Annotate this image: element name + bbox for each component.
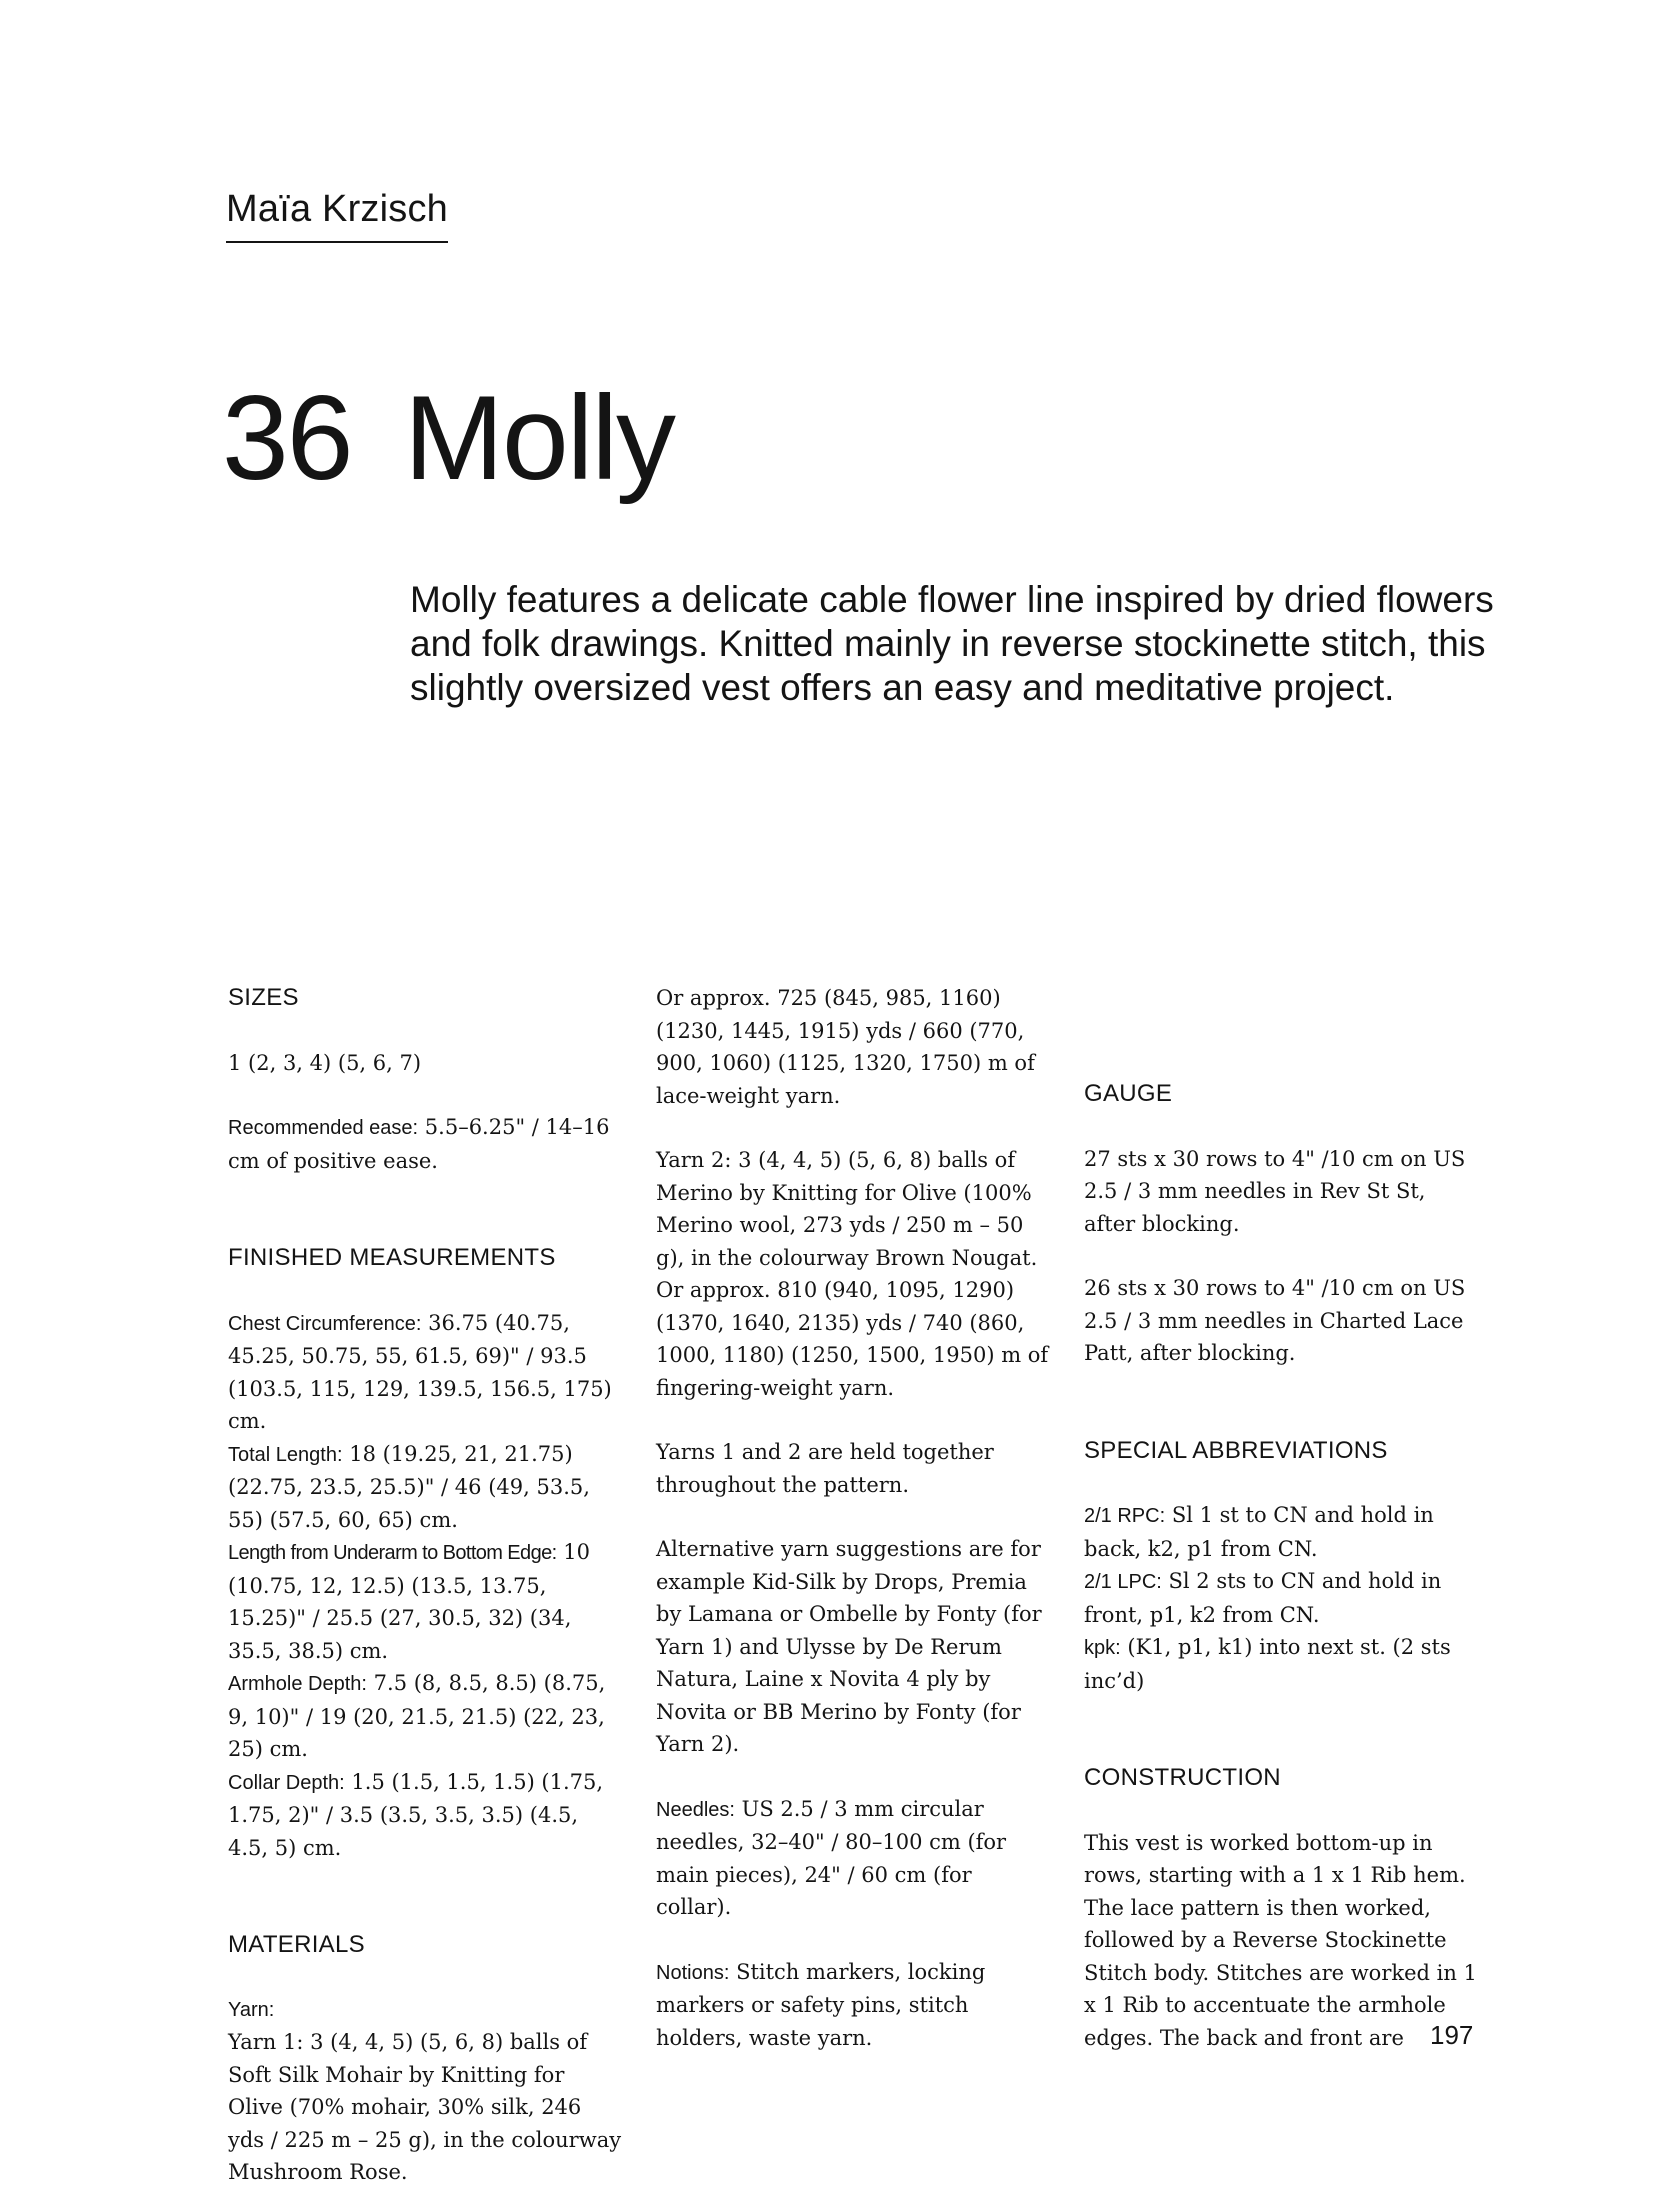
sizes-heading: SIZES [228, 984, 299, 1011]
measurement-label: Armhole Depth: [228, 1673, 367, 1695]
needles-label: Needles: [656, 1798, 735, 1821]
gauge-rev-st-st: 27 sts x 30 rows to 4" /10 cm on US 2.5 / 3 mm needles in Rev St St, after blocking. [1084, 1146, 1466, 1236]
pattern-number: 36 [222, 371, 352, 505]
abbreviation-item [1084, 1631, 1479, 1697]
alternative-yarns: Alternative yarn suggestions are for example Kid-Silk by Drops, Premia by Lamana or Ombelle by Fonty (for Yarn 1) and Ulysse by De Rerum Natura, Laine x Novita 4 ply by Novita or BB Merino by Fonty (for Yarn 2). [656, 1537, 1042, 1756]
materials-heading: MATERIALS [228, 1931, 365, 1958]
notions-label: Notions: [656, 1961, 730, 1984]
notions-text: Stitch markers, locking markers or safety pins, stitch holders, waste yarn. [656, 1959, 986, 2050]
yarns-held-together: Yarns 1 and 2 are held together throughout the pattern. [656, 1440, 994, 1497]
column-2 [656, 982, 1051, 2054]
measurement-item [228, 1438, 623, 1537]
measurement-item [228, 1536, 623, 1667]
measurement-text: 36.75 (40.75, 45.25, 50.75, 55, 61.5, 69)" / 93.5 (103.5, 115, 129, 139.5, 156.5, 175) cm. [228, 1310, 612, 1433]
ease-line [228, 1111, 623, 1177]
measurement-text: 10 (10.75, 12, 12.5) (13.5, 13.75, 15.25)" / 25.5 (27, 30.5, 32) (34, 35.5, 38.5) cm. [228, 1540, 590, 1663]
column-3 [1084, 1046, 1479, 2054]
abbreviation-text: Sl 2 sts to CN and hold in front, p1, k2 from CN. [1084, 1569, 1442, 1627]
measurement-text: 1.5 (1.5, 1.5, 1.5) (1.75, 1.75, 2)" / 3.5 (3.5, 3.5, 3.5) (4.5, 4.5, 5) cm. [228, 1769, 604, 1860]
page-number: 197 [1430, 2020, 1474, 2050]
measurement-label: Total Length: [228, 1443, 343, 1466]
yarn-2-description: Yarn 2: 3 (4, 4, 5) (5, 6, 8) balls of Merino by Knitting for Olive (100% Merino wool, 273 yds / 250 m – 50 g), in the colourway Brown Nougat. [656, 1148, 1038, 1270]
construction-text: This vest is worked bottom-up in rows, starting with a 1 x 1 Rib hem. The lace pattern is then worked, followed by a Reverse Stockinette Stitch body. Stitches are worked in 1 x 1 Rib to accentuate the armhole edges. The back and front are [1084, 1830, 1477, 2050]
measurement-label: Collar Depth: [228, 1771, 345, 1794]
pattern-title: Molly [404, 371, 675, 505]
column-1 [228, 982, 623, 2189]
measurement-item [228, 1766, 623, 1865]
measurement-item [228, 1667, 623, 1766]
gauge-heading: GAUGE [1084, 1080, 1173, 1107]
gauge-lace-patt: 26 sts x 30 rows to 4" /10 cm on US 2.5 / 3 mm needles in Charted Lace Patt, after blocking. [1084, 1276, 1466, 1365]
ease-label: Recommended ease: [228, 1117, 419, 1139]
yarn-1-alternative-weight: Or approx. 725 (845, 985, 1160) (1230, 1445, 1915) yds / 660 (770, 900, 1060) (1125, 1320, 1750) m of lace-weight yarn. [656, 986, 1035, 1108]
finished-measurements-heading: FINISHED MEASUREMENTS [228, 1244, 556, 1271]
notions-line [656, 1956, 1051, 2055]
sizes-list: 1 (2, 3, 4) (5, 6, 7) [228, 1050, 422, 1075]
special-abbreviations-heading: SPECIAL ABBREVIATIONS [1084, 1436, 1388, 1464]
ease-text: 5.5–6.25" / 14–16 cm of positive ease. [228, 1115, 610, 1173]
measurement-text: 7.5 (8, 8.5, 8.5) (8.75, 9, 10)" / 19 (20, 21.5, 21.5) (22, 23, 25) cm. [228, 1671, 606, 1761]
needles-text: US 2.5 / 3 mm circular needles, 32–40" / 80–100 cm (for main pieces), 24" / 60 cm (for collar). [656, 1796, 1007, 1919]
measurement-label: Chest Circumference: [228, 1312, 422, 1335]
abbreviation-text: (K1, p1, k1) into next st. (2 sts inc’d) [1084, 1635, 1451, 1693]
yarn-1-description: Yarn 1: 3 (4, 4, 5) (5, 6, 8) balls of Soft Silk Mohair by Knitting for Olive (70% mohair, 30% silk, 246 yds / 225 m – 25 g), in the colourway Mushroom Rose. [228, 2030, 622, 2184]
measurement-text: 18 (19.25, 21, 21.75) (22.75, 23.5, 25.5)" / 46 (49, 53.5, 55) (57.5, 60, 65) cm. [228, 1441, 590, 1532]
intro-paragraph: Molly features a delicate cable flower line inspired by dried flowers and folk drawings. Knitted mainly in reverse stockinette stitch, this slightly oversized vest offers an easy and meditative project. [410, 579, 1494, 708]
abbreviation-label: kpk: [1084, 1637, 1121, 1659]
abbreviation-item [1084, 1565, 1479, 1631]
abbreviation-text: Sl 1 st to CN and hold in back, k2, p1 from CN. [1084, 1503, 1434, 1561]
yarn-2-alternative-weight: Or approx. 810 (940, 1095, 1290) (1370, 1640, 2135) yds / 740 (860, 1000, 1180) (1250, 1500, 1950) m of fingering-weight yarn. [656, 1278, 1049, 1400]
measurement-item [228, 1307, 623, 1438]
needles-line [656, 1793, 1051, 1924]
measurement-label: Length from Underarm to Bottom Edge: [228, 1542, 557, 1564]
construction-heading: CONSTRUCTION [1084, 1764, 1281, 1791]
abbreviation-label: 2/1 RPC: [1084, 1505, 1166, 1527]
abbreviation-label: 2/1 LPC: [1084, 1571, 1162, 1593]
designer-name: Maïa Krzisch [226, 188, 448, 243]
abbreviation-item [1084, 1499, 1479, 1565]
yarn-label: Yarn: [228, 1998, 275, 2021]
